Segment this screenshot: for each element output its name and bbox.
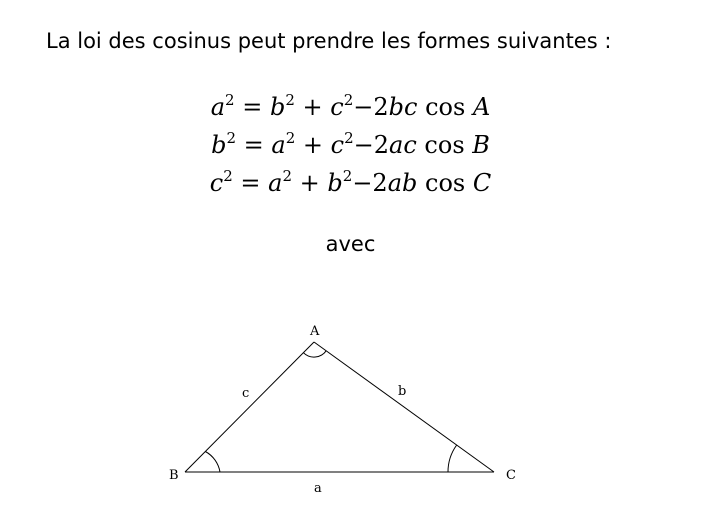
formula-b: $b^2 = a^2 + c^2-2ac$ cos B <box>211 129 490 159</box>
formula-a: $a^2 = b^2 + c^2-2bc$ cos A <box>210 91 491 121</box>
angle-arc-B <box>205 452 220 473</box>
formula-c: $c^2 = a^2 + b^2-2ab$ cos C <box>209 167 492 197</box>
side-label-a: a <box>314 481 322 496</box>
avec-text: avec <box>325 232 376 256</box>
formula-lhs: a <box>210 93 225 121</box>
side-label-b: b <box>398 384 407 399</box>
side-label-c: c <box>242 386 250 401</box>
vertex-label-C: C <box>506 468 516 483</box>
side-c-line <box>185 342 314 472</box>
vertex-label-B: B <box>169 468 179 483</box>
vertex-label-A: A <box>310 324 320 339</box>
formula-lhs: c <box>209 169 224 197</box>
angle-arc-C <box>448 445 457 472</box>
formula-lhs: b <box>211 131 227 159</box>
intro-text: La loi des cosinus peut prendre les formes suivantes : <box>46 29 612 53</box>
side-b-line <box>314 342 494 472</box>
angle-arc-A <box>303 351 326 357</box>
